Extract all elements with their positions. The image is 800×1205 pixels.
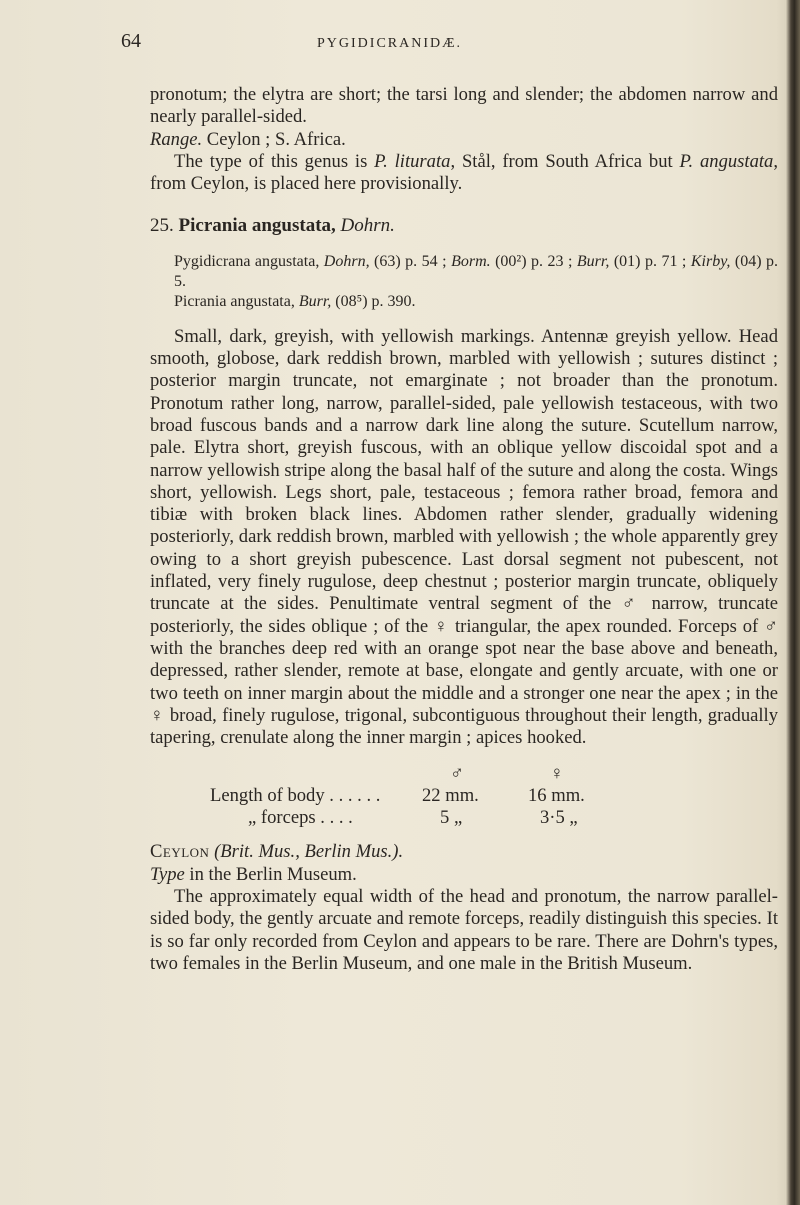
syn2-name: Picrania angustata, — [174, 292, 299, 310]
range-line — [150, 129, 778, 151]
running-title: PYGIDICRANIDÆ. — [317, 36, 463, 51]
length-forceps-female: 3·5 „ — [540, 807, 578, 829]
locality-museums: (Brit. Mus., Berlin Mus.). — [214, 841, 404, 863]
page-content — [150, 84, 778, 975]
synonymy-entry-2 — [150, 292, 778, 312]
locality-place: Ceylon — [150, 841, 210, 863]
syn1-ref1: (63) p. 54 ; — [369, 252, 452, 270]
species-liturata: P. liturata — [374, 150, 451, 172]
page-header — [0, 30, 800, 60]
type-line — [150, 864, 778, 886]
genus-note-text-a: The type of this genus is — [174, 150, 375, 172]
syn2-author: Burr, — [298, 292, 332, 310]
syn1-ref4: (04) p. 5. — [174, 252, 779, 290]
species-heading — [150, 215, 778, 237]
length-forceps-label: „ forceps . . . . — [248, 807, 353, 829]
type-label: Type — [150, 863, 185, 885]
syn1-author3: Burr, — [576, 252, 610, 270]
locality-line — [150, 841, 778, 863]
species-angustata: P. angustata — [679, 150, 774, 172]
species-name: Picrania angustata, — [178, 215, 336, 237]
length-body-label: Length of body . . . . . . — [210, 785, 381, 807]
range-text: Ceylon ; S. Africa. — [202, 128, 346, 150]
syn1-ref3: (01) p. 71 ; — [609, 252, 691, 270]
page-edge-shadow — [786, 0, 800, 1205]
syn1-ref2: (00²) p. 23 ; — [490, 252, 577, 270]
syn2-ref: (08⁵) p. 390. — [331, 292, 416, 310]
closing-paragraph: The approximately equal width of the head and pronotum, the narrow parallel-sided body, the gently arcuate and remote forceps, readily distinguish this species. It is so far only recorded from Ceylon and appears to be rare. There are Dohrn's types, two females in the Berlin Museum, and one male in the British Museum. — [150, 886, 778, 974]
intro-paragraph: pronotum; the elytra are short; the tarsi long and slender; the abdomen narrow and nearly parallel-sided. — [150, 84, 778, 128]
syn1-author2: Borm. — [451, 252, 491, 270]
syn1-author: Dohrn, — [323, 252, 370, 270]
page-number: 64 — [121, 30, 141, 52]
type-text: in the Berlin Museum. — [184, 863, 357, 885]
species-description: Small, dark, greyish, with yellowish markings. Antennæ greyish yellow. Head smooth, globose, dark reddish brown, marbled with yellowish ; sutures distinct ; posterior margin truncate, not emarginate ; not broader than the pronotum. Pronotum rather long, narrow, parallel-sided, pale yellowish testaceous, with two broad fuscous bands and a narrow dark line along the suture. Scutellum narrow, pale. Elytra short, greyish fuscous, with an oblique yellow discoidal spot and a narrow yellowish stripe along the basal half of the suture and along the costa. Wings short, yellowish. Legs short, pale, testaceous ; femora rather broad, femora and tibiæ with broken black lines. Abdomen rather slender, gradually widening posteriorly, dark reddish brown, marbled with yellowish ; the whole apparently grey owing to a short greyish pubescence. Last dorsal segment not pubescent, not inflated, very finely rugulose, deep chestnut ; posterior margin truncate, obliquely truncate at the sides. Penultimate ventral segment of the ♂ narrow, truncate posteriorly, the sides oblique ; of the ♀ triangular, the apex rounded. Forceps of ♂ with the branches deep red with an orange spot near the base above and beneath, depressed, rather slender, remote at base, elongate and gently arcuate, with one or two teeth on inner margin about the middle and a stronger one near the apex ; in the ♀ broad, finely rugulose, trigonal, subcontiguous throughout their length, gradually tapering, crenulate along the inner margin ; apices hooked. — [150, 325, 778, 749]
genus-note — [150, 151, 778, 196]
measurements-table — [150, 763, 778, 841]
synonymy-entry-1 — [150, 252, 778, 292]
length-forceps-male: 5 „ — [440, 807, 463, 829]
species-number: 25. — [150, 215, 174, 237]
syn1-name: Pygidicrana angustata, — [174, 252, 324, 270]
female-symbol: ♀ — [550, 763, 564, 785]
length-body-female: 16 mm. — [528, 785, 585, 807]
length-body-male: 22 mm. — [422, 785, 479, 807]
range-label: Range. — [150, 128, 203, 150]
male-symbol: ♂ — [450, 763, 464, 785]
species-author: Dohrn. — [340, 215, 395, 237]
syn1-author4: Kirby, — [690, 252, 731, 270]
genus-note-text-c: , from Ceylon, is placed here provisionally. — [150, 150, 778, 195]
genus-note-text-b: , Stål, from South Africa but — [450, 150, 680, 172]
